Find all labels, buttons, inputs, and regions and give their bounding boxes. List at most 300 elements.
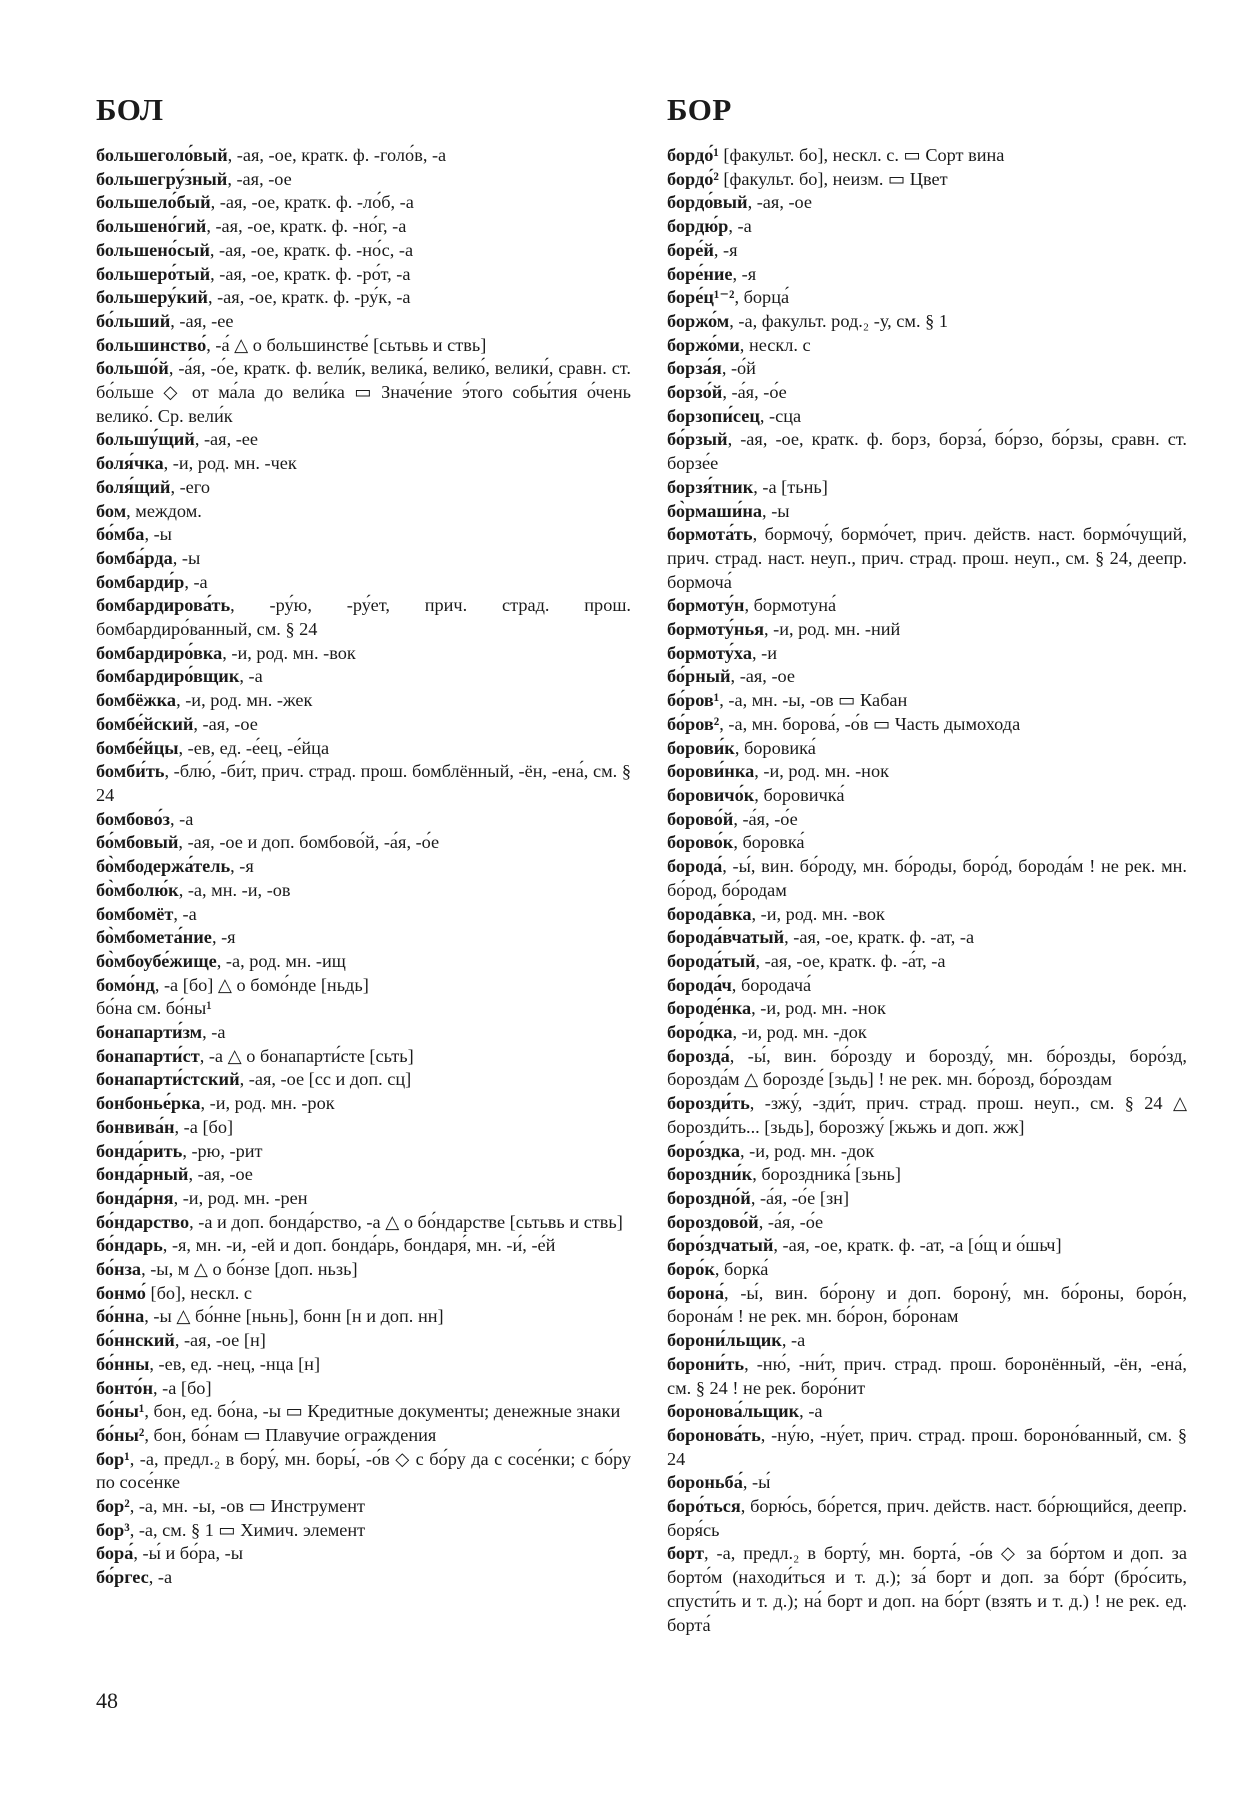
dictionary-entry bbox=[667, 760, 1187, 784]
entry-headword: бо́рзый bbox=[667, 429, 728, 450]
entry-body: , -а, предл.₂ в бору́, мн. боры́, -о́в ◇ с бо́ру да с сосе́нки; с бо́ру по сосе́нке bbox=[96, 1448, 631, 1493]
entry-body: , бормочу́, бормо́чет, прич. действ. наст. бормо́чущий, прич. страд. наст. неуп., прич. страд. прош. неуп., см. § 24, деепр. бормоча́ bbox=[667, 524, 1187, 592]
entry-headword: борода́тый bbox=[667, 950, 756, 971]
entry-headword: бо́нза bbox=[96, 1259, 142, 1280]
entry-headword: бормоту́ха bbox=[667, 642, 752, 663]
entry-body: [факульт. бо], нескл. с. ▭ Сорт вина bbox=[718, 145, 1005, 165]
entry-body: , бороздника́ [зьнь] bbox=[752, 1164, 901, 1185]
entry-body: , -и, род. мн. -вок bbox=[751, 903, 885, 924]
entry-body: , -и, род. мн. -док bbox=[740, 1140, 875, 1161]
dictionary-entry bbox=[96, 713, 631, 737]
entry-headword: бороде́нка bbox=[667, 998, 752, 1019]
dictionary-entry bbox=[667, 1211, 1187, 1235]
entry-headword: бомбардиро́вка bbox=[96, 642, 223, 663]
entry-headword: борода́ bbox=[667, 856, 723, 877]
entry-body: , -а, род. мн. -ищ bbox=[216, 950, 346, 971]
entry-headword: борови́к bbox=[667, 737, 735, 758]
entry-headword: бо́ннский bbox=[96, 1330, 175, 1351]
entry-body: , -а bbox=[202, 1022, 226, 1043]
entry-headword: бонапарти́ст bbox=[96, 1045, 200, 1066]
dictionary-entry bbox=[667, 1258, 1187, 1282]
entry-body: , -ев, ед. -нец, -нца [н] bbox=[149, 1353, 321, 1374]
dictionary-entry bbox=[667, 689, 1187, 713]
entry-headword: большинство́ bbox=[96, 334, 207, 355]
dictionary-entry bbox=[96, 1021, 631, 1045]
dictionary-entry bbox=[96, 737, 631, 761]
entry-headword: бордо́вый bbox=[667, 192, 748, 213]
entry-body: , -а bbox=[148, 1567, 173, 1588]
dictionary-entry bbox=[96, 310, 631, 334]
entry-headword: большело́бый bbox=[96, 192, 211, 213]
dictionary-entry bbox=[667, 500, 1187, 524]
entry-body: , -а, мн. -и, -ов bbox=[178, 879, 291, 900]
dictionary-entry bbox=[96, 571, 631, 595]
dictionary-entry bbox=[96, 476, 631, 500]
entry-headword: бомбе́йцы bbox=[96, 737, 179, 758]
entry-headword: бонапарти́зм bbox=[96, 1022, 203, 1043]
dictionary-entry bbox=[96, 1424, 631, 1448]
dictionary-entry bbox=[96, 1305, 631, 1329]
entry-headword: бормоту́нья bbox=[667, 619, 765, 640]
dictionary-entry bbox=[667, 737, 1187, 761]
entry-body: , -а [бо] △ о бомо́нде [ньдь] bbox=[154, 974, 369, 995]
entry-headword: бо́нны bbox=[96, 1353, 150, 1374]
dictionary-entry bbox=[667, 1353, 1187, 1400]
dictionary-entry bbox=[667, 523, 1187, 594]
dictionary-entry bbox=[96, 1353, 631, 1377]
entry-body: , -ы́, вин. бо́роду, мн. бо́роды, боро́д, борода́м ! не рек. мн. бо́род, бо́родам bbox=[667, 856, 1187, 900]
dictionary-entry bbox=[667, 1140, 1187, 1164]
entry-body: , -и, род. мн. -чек bbox=[163, 453, 297, 474]
dictionary-entry bbox=[667, 1542, 1187, 1637]
entry-headword: бонда́рить bbox=[96, 1140, 183, 1161]
dictionary-entry bbox=[667, 1021, 1187, 1045]
entry-body: , -а́ △ о большинстве́ [сьтьвь и ствь] bbox=[206, 334, 487, 355]
right-entries bbox=[667, 144, 1187, 1637]
entry-headword: борода́вчатый bbox=[667, 927, 785, 948]
dictionary-entry bbox=[667, 1045, 1187, 1092]
entry-headword: борона́ bbox=[667, 1282, 725, 1303]
dictionary-entry bbox=[96, 831, 631, 855]
dictionary-entry bbox=[96, 808, 631, 832]
entry-body: , -ы́ bbox=[742, 1472, 771, 1493]
entry-body: , -ая, -ее bbox=[194, 429, 259, 450]
entry-body: , -ев, ед. -е́ец, -е́йца bbox=[178, 737, 330, 758]
dictionary-entry bbox=[667, 594, 1187, 618]
dictionary-entry bbox=[667, 1234, 1187, 1258]
entry-headword: бо́ндарство bbox=[96, 1211, 190, 1232]
dictionary-entry bbox=[96, 168, 631, 192]
entry-headword: борозди́ть bbox=[667, 1093, 750, 1114]
dictionary-entry bbox=[96, 1329, 631, 1353]
entry-headword: бонбонье́рка bbox=[96, 1093, 201, 1114]
entry-body: , борца́ bbox=[734, 287, 790, 308]
entry-headword: бонапарти́стский bbox=[96, 1069, 240, 1090]
dictionary-entry bbox=[667, 784, 1187, 808]
entry-body: , -а́я, -о́е bbox=[758, 1211, 824, 1232]
entry-body: , -я bbox=[732, 263, 757, 284]
entry-headword: борово́й bbox=[667, 808, 734, 829]
entry-body: , -я bbox=[713, 239, 738, 260]
dictionary-entry bbox=[667, 263, 1187, 287]
dictionary-entry bbox=[667, 310, 1187, 334]
dictionary-entry bbox=[96, 903, 631, 927]
entry-headword: борода́ч bbox=[667, 974, 732, 995]
entry-body: , -а bbox=[799, 1401, 823, 1422]
entry-headword: большу́щий bbox=[96, 429, 195, 450]
dictionary-entry bbox=[667, 1495, 1187, 1542]
dictionary-entry bbox=[96, 1163, 631, 1187]
entry-headword: бо̀мбоубе́жище bbox=[96, 950, 217, 971]
entry-headword: бомбово́з bbox=[96, 808, 170, 829]
entry-headword: бомбардирова́ть bbox=[96, 595, 231, 616]
dictionary-entry bbox=[667, 950, 1187, 974]
entry-headword: боля́щий bbox=[96, 476, 171, 497]
dictionary-entry bbox=[96, 523, 631, 547]
dictionary-entry bbox=[96, 452, 631, 476]
entry-body: , -а bbox=[173, 903, 197, 924]
dictionary-entry bbox=[667, 1400, 1187, 1424]
entry-body: , -ая, -ое, кратк. ф. -ат, -а bbox=[784, 927, 975, 948]
entry-body: бо́на см. бо́ны¹ bbox=[96, 998, 212, 1019]
dictionary-entry bbox=[96, 1068, 631, 1092]
page-number: 48 bbox=[96, 1688, 118, 1713]
entry-body: , -ы́ и бо́ра, -ы bbox=[133, 1543, 244, 1564]
entry-headword: бо́рный bbox=[667, 666, 731, 687]
entry-headword: бордо́² bbox=[667, 168, 719, 189]
entry-headword: борт bbox=[667, 1543, 704, 1564]
entry-body: , -а и доп. бонда́рство, -а △ о бо́ндарстве [сьтьвь и ствь] bbox=[189, 1211, 623, 1232]
dictionary-entry bbox=[667, 618, 1187, 642]
entry-body: , -ая, -ое, кратк. ф. -ру́к, -а bbox=[207, 287, 411, 308]
entry-body: , -и bbox=[751, 642, 777, 663]
dictionary-entry bbox=[667, 642, 1187, 666]
entry-headword: бороньба́ bbox=[667, 1472, 743, 1493]
entry-headword: большеро́тый bbox=[96, 263, 211, 284]
entry-body: , -а bbox=[728, 216, 752, 237]
entry-body: , -я bbox=[211, 927, 236, 948]
dictionary-entry bbox=[96, 950, 631, 974]
entry-body: , -а́я, -о́е, кратк. ф. вели́к, велика́, велико́, велики́, сравн. ст. бо́льше ◇ от ма́ла до вели́ка ▭ Значе́ние э́того собы́тия о́чень велико́. Ср. вели́к bbox=[96, 358, 631, 426]
entry-body: , -ая, -ое bbox=[747, 192, 813, 213]
dictionary-entry bbox=[96, 1282, 631, 1306]
entry-body: , боровика́ bbox=[734, 737, 816, 758]
entry-headword: бо́нна bbox=[96, 1306, 145, 1327]
entry-headword: бора́ bbox=[96, 1543, 134, 1564]
entry-body: , -а, предл.₂ в борту́, мн. борта́, -о́в ◇ за бо́ртом и доп. за борто́м (находи́ться и т. д.); за́ борт и доп. за бо́рт (бро́сить, спусти́ть и т. д.); на́ борт и доп. на бо́рт (взять и т. д.) ! не рек. ед. борта́ bbox=[667, 1543, 1187, 1635]
dictionary-entry bbox=[667, 1329, 1187, 1353]
entry-body: , -ы bbox=[172, 547, 201, 568]
entry-headword: бомо́нд bbox=[96, 974, 155, 995]
entry-body: , -ая, -ое bbox=[730, 666, 796, 687]
dictionary-entry bbox=[667, 1282, 1187, 1329]
entry-headword: борозда́ bbox=[667, 1045, 730, 1066]
dictionary-entry bbox=[667, 997, 1187, 1021]
dictionary-entry bbox=[667, 476, 1187, 500]
entry-headword: борзо́й bbox=[667, 382, 723, 403]
dictionary-entry bbox=[96, 286, 631, 310]
entry-headword: боро́здчатый bbox=[667, 1235, 774, 1256]
dictionary-entry bbox=[667, 808, 1187, 832]
dictionary-entry bbox=[667, 974, 1187, 998]
dictionary-entry bbox=[96, 1519, 631, 1543]
dictionary-entry bbox=[96, 974, 631, 998]
entry-body: , -а [тьнь] bbox=[753, 476, 828, 497]
entry-headword: бороздно́й bbox=[667, 1187, 751, 1208]
entry-headword: бомба́рда bbox=[96, 547, 173, 568]
entry-body: , -ая, -ое bbox=[193, 713, 258, 734]
entry-headword: большеру́кий bbox=[96, 287, 208, 308]
entry-headword: боро́ться bbox=[667, 1496, 741, 1517]
dictionary-entry bbox=[667, 381, 1187, 405]
entry-body: , -ню́, -ни́т, прич. страд. прош. боронённый, -ён, -ена́, см. § 24 ! не рек. боро́нит bbox=[667, 1353, 1187, 1398]
entry-body: , бон, бо́нам ▭ Плавучие ограждения bbox=[144, 1424, 437, 1445]
entry-body: , -а bbox=[239, 666, 263, 687]
entry-headword: бор¹ bbox=[96, 1448, 130, 1469]
entry-body: , -рю, -рит bbox=[182, 1140, 263, 1161]
entry-body: , -а, мн. -ы, -ов ▭ Инструмент bbox=[129, 1496, 366, 1517]
dictionary-entry bbox=[96, 334, 631, 358]
dictionary-entry bbox=[96, 1187, 631, 1211]
entry-headword: бо́ров² bbox=[667, 713, 720, 734]
dictionary-entry bbox=[667, 926, 1187, 950]
entry-body: , бормотуна́ bbox=[744, 595, 837, 616]
entry-body: , -и, род. мн. -рок bbox=[200, 1093, 335, 1114]
dictionary-entry bbox=[667, 286, 1187, 310]
dictionary-entry bbox=[96, 144, 631, 168]
entry-headword: борово́к bbox=[667, 832, 734, 853]
entry-headword: боре́ние bbox=[667, 263, 733, 284]
entry-headword: бонвива́н bbox=[96, 1116, 175, 1137]
dictionary-entry bbox=[96, 1566, 631, 1590]
entry-body: , -ая, -ое [н] bbox=[174, 1330, 266, 1351]
dictionary-entry bbox=[667, 665, 1187, 689]
entry-body: , -ая, -ое, кратк. ф. -но́г, -а bbox=[206, 216, 407, 237]
dictionary-entry bbox=[96, 500, 631, 524]
entry-body: , -о́й bbox=[721, 358, 756, 379]
entry-body: , -ая, -ое, кратк. ф. -но́с, -а bbox=[209, 239, 414, 260]
dictionary-entry bbox=[96, 689, 631, 713]
dictionary-entry bbox=[96, 855, 631, 879]
entry-headword: бордо́¹ bbox=[667, 145, 719, 165]
dictionary-entry bbox=[667, 191, 1187, 215]
dictionary-entry bbox=[667, 215, 1187, 239]
dictionary-entry bbox=[96, 1234, 631, 1258]
entry-headword: большегру́зный bbox=[96, 168, 228, 189]
entry-headword: бонмо́ bbox=[96, 1282, 146, 1303]
entry-headword: бомбарди́р bbox=[96, 571, 185, 592]
entry-body: , -ая, -ое, кратк. ф. -ат, -а [о́щ и о́шьч] bbox=[773, 1235, 1062, 1256]
entry-body: , -и, род. мн. -вок bbox=[222, 642, 356, 663]
entry-headword: большено́сый bbox=[96, 239, 210, 260]
dictionary-entry bbox=[96, 1092, 631, 1116]
entry-headword: бор³ bbox=[96, 1519, 130, 1540]
dictionary-entry bbox=[96, 997, 631, 1021]
entry-headword: бонто́н bbox=[96, 1377, 153, 1398]
entry-headword: бороздни́к bbox=[667, 1164, 753, 1185]
entry-headword: бороздово́й bbox=[667, 1211, 759, 1232]
entry-body: , -а bbox=[169, 808, 194, 829]
dictionary-entry bbox=[96, 547, 631, 571]
dictionary-entry bbox=[667, 334, 1187, 358]
dictionary-entry bbox=[667, 239, 1187, 263]
entry-headword: боре́й bbox=[667, 239, 714, 260]
entry-headword: бо̀мбомета́ние bbox=[96, 927, 212, 948]
entry-headword: бормота́ть bbox=[667, 524, 753, 545]
entry-headword: борови́нка bbox=[667, 761, 755, 782]
dictionary-entry bbox=[96, 1116, 631, 1140]
entry-body: , -и, род. мн. -нок bbox=[754, 761, 889, 782]
entry-headword: бом bbox=[96, 500, 127, 521]
entry-body: , -ы bbox=[762, 500, 790, 521]
entry-body: , -а́я, -о́е bbox=[733, 808, 798, 829]
dictionary-entry bbox=[96, 1140, 631, 1164]
dictionary-entry bbox=[96, 879, 631, 903]
entry-body: , -а bbox=[184, 571, 208, 592]
dictionary-entry bbox=[96, 1495, 631, 1519]
entry-headword: борза́я bbox=[667, 358, 722, 379]
dictionary-entry bbox=[667, 1471, 1187, 1495]
entry-body: , боровичка́ bbox=[754, 784, 845, 805]
entry-body: , -а́я, -о́е [зн] bbox=[750, 1187, 850, 1208]
entry-body: , -а, факульт. род.₂ -у, см. § 1 bbox=[729, 310, 948, 331]
entry-body: , -ая, -ое, кратк. ф. -ро́т, -а bbox=[210, 263, 411, 284]
entry-headword: бо́ны² bbox=[96, 1424, 145, 1445]
dictionary-entry bbox=[667, 831, 1187, 855]
entry-headword: боля́чка bbox=[96, 453, 164, 474]
entry-headword: бо̀мболю́к bbox=[96, 879, 179, 900]
dictionary-entry bbox=[96, 239, 631, 263]
dictionary-entry bbox=[96, 1377, 631, 1401]
entry-headword: бо̀рмаши́на bbox=[667, 500, 763, 521]
entry-body: , -ая, -ое, кратк. ф. -голо́в, -а bbox=[227, 145, 447, 165]
dictionary-entry bbox=[96, 926, 631, 950]
entry-body: , -блю́, -би́т, прич. страд. прош. бомблённый, -ён, -ена́, см. § 24 bbox=[96, 761, 631, 805]
entry-headword: боро́дка bbox=[667, 1022, 733, 1043]
entry-body: , -ая, -ое bbox=[227, 168, 292, 189]
entry-body: , -а, см. § 1 ▭ Химич. элемент bbox=[129, 1519, 366, 1540]
entry-body: , -а [бо] bbox=[174, 1116, 234, 1137]
entry-headword: борзопи́сец bbox=[667, 405, 760, 426]
dictionary-entry bbox=[96, 357, 631, 428]
entry-body: , -сца bbox=[759, 405, 802, 426]
entry-headword: бомбомёт bbox=[96, 903, 174, 924]
entry-body: , -ы △ бо́нне [ньнь], бонн [н и доп. нн] bbox=[144, 1306, 444, 1327]
dictionary-entry bbox=[667, 144, 1187, 168]
entry-headword: бонда́рня bbox=[96, 1187, 174, 1208]
entry-headword: боронова́ть bbox=[667, 1424, 761, 1445]
running-head-right: БОР bbox=[667, 92, 732, 127]
entry-body: , -ы́, вин. бо́рону и доп. борону́, мн. бо́роны, боро́н, борона́м ! не рек. мн. бо́рон, бо́ронам bbox=[667, 1282, 1187, 1327]
entry-headword: бо́ргес bbox=[96, 1567, 149, 1588]
dictionary-entry bbox=[667, 855, 1187, 902]
entry-body: , бородача́ bbox=[731, 974, 812, 995]
entry-body: , -я, мн. -и, -ей и доп. бонда́рь, бондаря́, мн. -и́, -е́й bbox=[162, 1235, 556, 1256]
entry-headword: боровичо́к bbox=[667, 784, 755, 805]
dictionary-entry bbox=[96, 1045, 631, 1069]
entry-headword: бомбёжка bbox=[96, 690, 177, 711]
entry-headword: большено́гий bbox=[96, 216, 207, 237]
dictionary-entry bbox=[96, 665, 631, 689]
dictionary-entry bbox=[96, 263, 631, 287]
dictionary-entry bbox=[96, 191, 631, 215]
entry-body: , -и, род. мн. -рен bbox=[173, 1187, 308, 1208]
entry-headword: боржо́м bbox=[667, 310, 730, 331]
entry-body: , -ая, -ое и доп. бомбово́й, -а́я, -о́е bbox=[178, 832, 440, 853]
entry-body: , -ая, -ое, кратк. ф. -а́т, -а bbox=[755, 950, 946, 971]
entry-body: , -и, род. мн. -ний bbox=[764, 619, 901, 640]
dictionary-entry bbox=[667, 1163, 1187, 1187]
entry-headword: боре́ц¹⁻² bbox=[667, 287, 735, 308]
dictionary-entry bbox=[96, 760, 631, 807]
entry-body: , борка́ bbox=[714, 1259, 769, 1280]
dictionary-entry bbox=[667, 357, 1187, 381]
entry-headword: боро́здка bbox=[667, 1140, 741, 1161]
entry-body: , -а, мн. борова́, -о́в ▭ Часть дымохода bbox=[719, 713, 1021, 734]
dictionary-entry bbox=[667, 903, 1187, 927]
entry-headword: бонда́рный bbox=[96, 1164, 189, 1185]
dictionary-entry bbox=[667, 405, 1187, 429]
entry-body: , -а́я, -о́е bbox=[722, 382, 787, 403]
dictionary-entry bbox=[667, 428, 1187, 475]
dictionary-entry bbox=[667, 1424, 1187, 1471]
entry-body: , -ая, -ое bbox=[188, 1164, 253, 1185]
entry-headword: большеголо́вый bbox=[96, 145, 228, 165]
entry-body: , -ая, -ое [сс и доп. сц] bbox=[239, 1069, 412, 1090]
entry-body: , -а, мн. -ы, -ов ▭ Кабан bbox=[719, 690, 908, 711]
entry-headword: бомбардиро́вщик bbox=[96, 666, 240, 687]
entry-headword: бордю́р bbox=[667, 216, 729, 237]
entry-body: , борю́сь, бо́рется, прич. действ. наст. бо́рющийся, деепр. боря́сь bbox=[667, 1496, 1187, 1540]
entry-body: , -ы́, вин. бо́розду и борозду́, мн. бо́розды, боро́зд, борозда́м △ борозде́ [зьдь] ! не рек. мн. бо́розд, бо́роздам bbox=[667, 1045, 1187, 1090]
entry-body: , -ая, -ое, кратк. ф. борз, борза́, бо́рзо, бо́рзы, сравн. ст. борзе́е bbox=[667, 429, 1187, 474]
entry-headword: борони́ть bbox=[667, 1353, 745, 1374]
entry-body: [бо], нескл. с bbox=[145, 1282, 252, 1303]
entry-headword: бор² bbox=[96, 1496, 130, 1517]
left-entries bbox=[96, 144, 631, 1590]
entry-body: , -ая, -ое, кратк. ф. -ло́б, -а bbox=[210, 192, 414, 213]
entry-body: , -ая, -ее bbox=[170, 310, 234, 331]
dictionary-entry bbox=[96, 1400, 631, 1424]
entry-headword: борзя́тник bbox=[667, 476, 754, 497]
entry-headword: бо́ны¹ bbox=[96, 1401, 145, 1422]
entry-body: , -ы, м △ о бо́нзе [доп. ньзь] bbox=[141, 1259, 358, 1280]
entry-body: , -и, род. мн. -жек bbox=[176, 690, 313, 711]
entry-headword: боро́к bbox=[667, 1259, 715, 1280]
dictionary-entry bbox=[96, 428, 631, 452]
entry-headword: бормоту́н bbox=[667, 595, 745, 616]
entry-body: , -и, род. мн. -нок bbox=[751, 998, 886, 1019]
entry-headword: борода́вка bbox=[667, 903, 752, 924]
running-head-left: БОЛ bbox=[96, 92, 164, 127]
dictionary-entry bbox=[96, 1211, 631, 1235]
dictionary-entry bbox=[96, 642, 631, 666]
entry-body: , -ну́ю, -ну́ет, прич. страд. прош. бороно́ванный, см. § 24 bbox=[667, 1424, 1187, 1469]
dictionary-entry bbox=[96, 1542, 631, 1566]
entry-headword: боржо́ми bbox=[667, 334, 740, 355]
dictionary-entry bbox=[667, 1187, 1187, 1211]
entry-body: , междом. bbox=[126, 500, 202, 521]
entry-headword: бо́ндарь bbox=[96, 1235, 163, 1256]
dictionary-entry bbox=[96, 1448, 631, 1495]
entry-body: , -а △ о бонапарти́сте [сьть] bbox=[199, 1045, 414, 1066]
entry-headword: боронова́льщик bbox=[667, 1401, 800, 1422]
dictionary-entry bbox=[96, 594, 631, 641]
dictionary-entry bbox=[96, 215, 631, 239]
dictionary-entry bbox=[667, 168, 1187, 192]
dictionary-entry bbox=[667, 1092, 1187, 1139]
entry-headword: бомбе́йский bbox=[96, 713, 194, 734]
